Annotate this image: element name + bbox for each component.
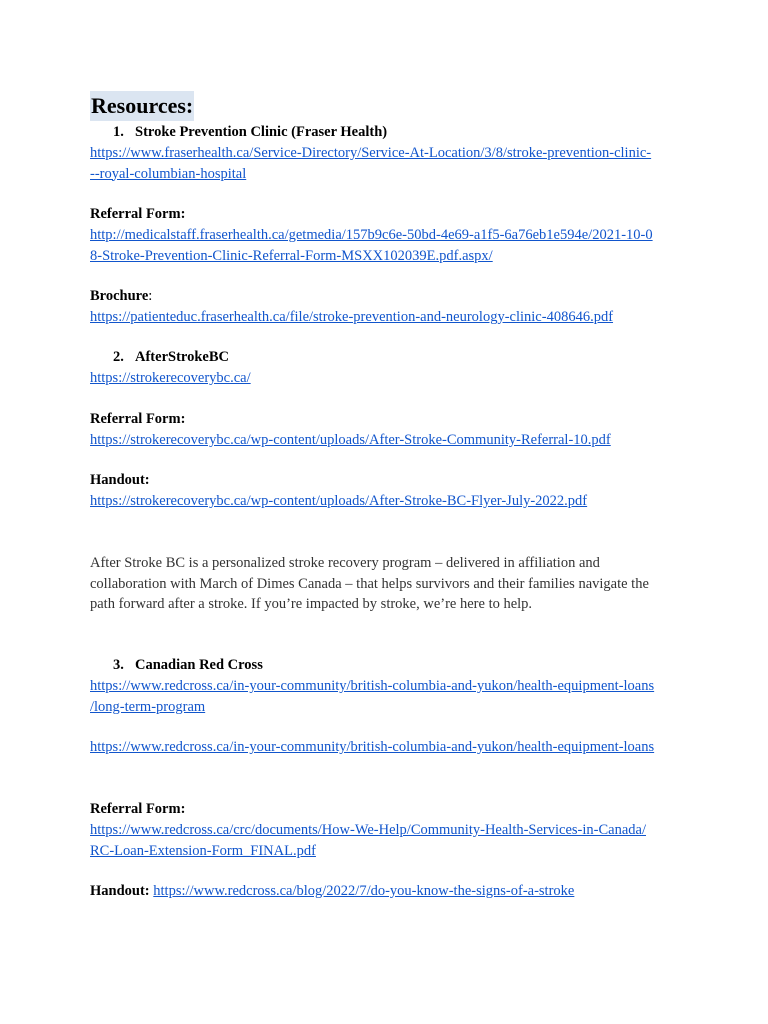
section-3-handout-row (90, 881, 574, 901)
section-2-number: 2. (113, 349, 124, 365)
section-1-title (113, 122, 387, 142)
section-1-brochure-link[interactable] (90, 307, 613, 328)
description-line-1: After Stroke BC is a personalized stroke recovery program – delivered in affiliation and (90, 555, 600, 571)
section-1-brochure-label (90, 286, 152, 306)
description-line-3: path forward after a stroke. If you’re impacted by stroke, we’re here to help. (90, 596, 533, 612)
section-1-link[interactable] (90, 143, 651, 184)
section-3-referral-label: Referral Form: (90, 801, 186, 817)
section-2-referral-link[interactable] (90, 430, 611, 451)
section-3-referral-line-2: RC-Loan-Extension-Form_FINAL.pdf (90, 842, 316, 859)
section-2-link-text: https://strokerecoverybc.ca/ (90, 370, 251, 386)
section-2-handout-link-text: https://strokerecoverybc.ca/wp-content/uploads/After-Stroke-BC-Flyer-July-2022.pdf (90, 493, 588, 509)
section-1-referral-line-2: 8-Stroke-Prevention-Clinic-Referral-Form-MSXX102039E.pdf.aspx/ (90, 247, 493, 264)
section-1-referral-link[interactable] (90, 225, 653, 266)
section-2-referral-label: Referral Form: (90, 411, 186, 427)
brochure-label-text: Brochure (90, 288, 149, 304)
section-2-title (113, 347, 229, 367)
section-3-referral-line-1: https://www.redcross.ca/crc/documents/How-We-Help/Community-Health-Services-in-Canada/ (90, 822, 646, 838)
section-2-referral-link-text: https://strokerecoverybc.ca/wp-content/uploads/After-Stroke-Community-Referral-10.pdf (90, 432, 611, 448)
section-3-referral-link[interactable] (90, 820, 646, 861)
section-3-handout-link[interactable]: https://www.redcross.ca/blog/2022/7/do-you-know-the-signs-of-a-stroke (153, 883, 575, 899)
section-2-description (90, 553, 649, 615)
section-1-link-line-2: --royal-columbian-hospital (90, 165, 247, 182)
brochure-label-colon: : (148, 288, 153, 304)
section-3-title (113, 655, 263, 675)
section-1-link-line-1: https://www.fraserhealth.ca/Service-Directory/Service-At-Location/3/8/stroke-prevention-clinic- (90, 145, 652, 161)
section-2-title-text: AfterStrokeBC (135, 349, 229, 365)
section-1-referral-label: Referral Form: (90, 206, 186, 222)
section-3-number: 3. (113, 657, 124, 673)
description-line-2: collaboration with March of Dimes Canada – that helps survivors and their families navigate the (90, 575, 649, 592)
section-3-link-2[interactable] (90, 737, 654, 758)
section-3-link-1-line-2: /long-term-program (90, 698, 206, 715)
section-3-link-2-text: https://www.redcross.ca/in-your-community/british-columbia-and-yukon/health-equipment-loans (90, 739, 655, 755)
section-2-handout-label: Handout: (90, 472, 150, 488)
section-3-title-text: Canadian Red Cross (135, 657, 263, 673)
section-2-handout-link[interactable] (90, 491, 587, 512)
page-heading: Resources: (90, 91, 194, 121)
section-2-link[interactable] (90, 368, 251, 389)
section-3-link-1[interactable] (90, 676, 654, 717)
section-1-title-text: Stroke Prevention Clinic (Fraser Health) (135, 124, 388, 140)
section-3-handout-label: Handout: (90, 883, 150, 899)
section-1-brochure-link-text: https://patienteduc.fraserhealth.ca/file/stroke-prevention-and-neurology-clinic-408646.pdf (90, 309, 614, 325)
section-1-number: 1. (113, 124, 124, 140)
section-3-link-1-line-1: https://www.redcross.ca/in-your-community/british-columbia-and-yukon/health-equipment-loans (90, 678, 655, 694)
section-1-referral-line-1: http://medicalstaff.fraserhealth.ca/getmedia/157b9c6e-50bd-4e69-a1f5-6a76eb1e594e/2021-10-0 (90, 227, 653, 243)
